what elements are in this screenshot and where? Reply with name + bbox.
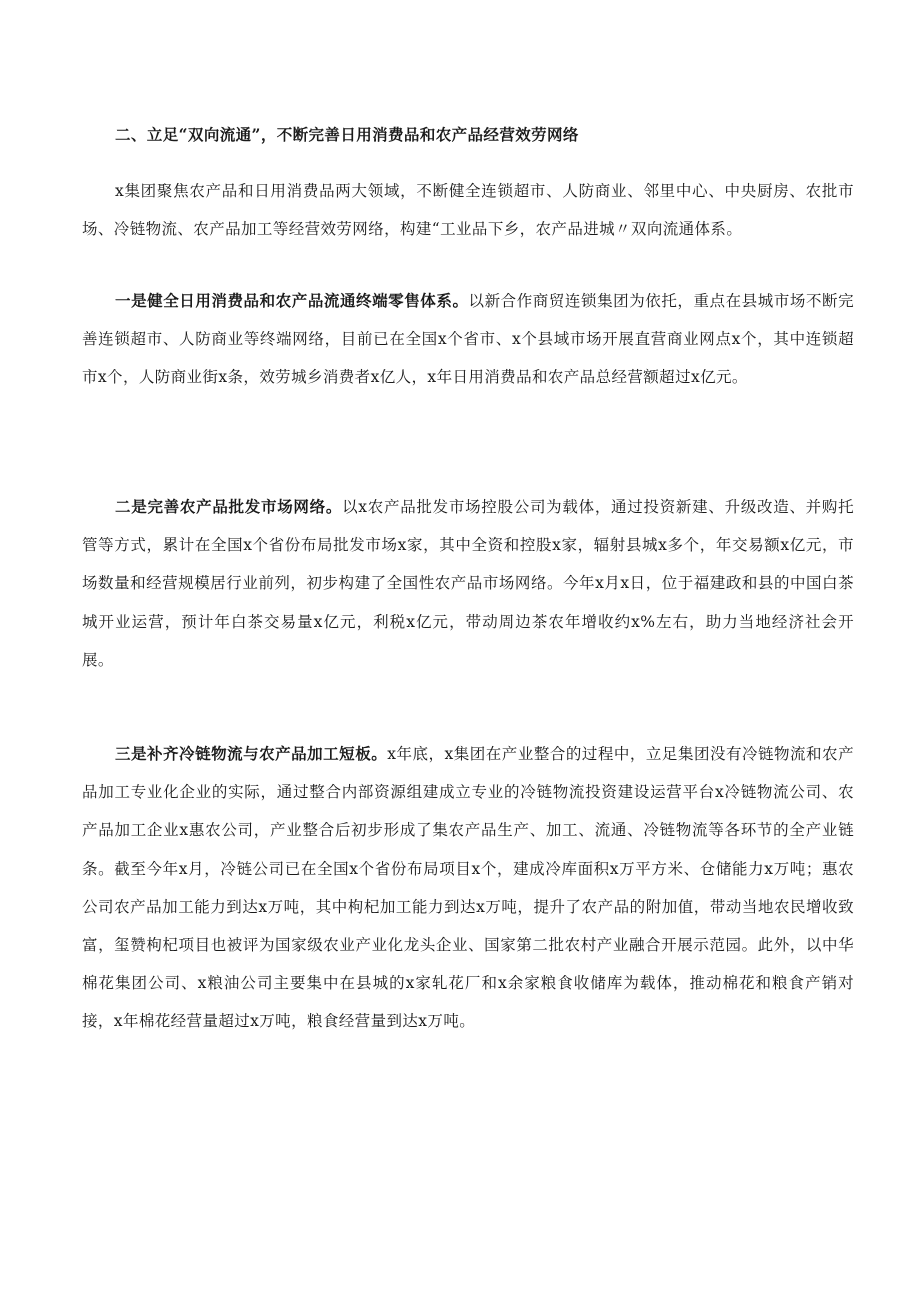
paragraph-cold-chain [82, 735, 854, 1041]
paragraph-lead: 二是完善农产品批发市场网络。 [115, 497, 343, 516]
intro-paragraph: x集团聚焦农产品和日用消费品两大领域，不断健全连锁超市、人防商业、邻里中心、中央厨房、农批市场、冷链物流、农产品加工等经营效劳网络，构建“工业品下乡，农产品进城〃双向流通体系。 [82, 182, 854, 239]
section-heading: 二、立足“双向流通”，不断完善日用消费品和农产品经营效劳网络 [115, 125, 579, 144]
paragraph-body: 以x农产品批发市场控股公司为载体，通过投资新建、升级改造、并购托管等方式，累计在全国x个省份布局批发市场x家，其中全资和控股x家，辐射县城x多个，年交易额x亿元，市场数量和经营规模居行业前列，初步构建了全国性农产品市场网络。今年x月x日，位于福建政和县的中国白茶城开业运营，预计年白茶交易量x亿元，利税x亿元，带动周边茶农年增收约x%左右，助力当地经济社会开展。 [82, 498, 855, 669]
paragraph-lead: 一是健全日用消费品和农产品流通终端零售体系。 [115, 291, 469, 310]
paragraph-lead: 三是补齐冷链物流与农产品加工短板。 [115, 744, 388, 763]
paragraph-retail-system [82, 282, 854, 397]
paragraph-wholesale-market [82, 488, 854, 679]
paragraph-body: 以新合作商贸连锁集团为依托，重点在县城市场不断完善连锁超市、人防商业等终端网络，目前已在全国x个省市、x个县域市场开展直营商业网点x个，其中连锁超市x个，人防商业街x条，效劳城乡消费者x亿人，x年日用消费品和农产品总经营额超过x亿元。 [82, 292, 854, 387]
paragraph-body: x年底，x集团在产业整合的过程中，立足集团没有冷链物流和农产品加工专业化企业的实际，通过整合内部资源组建成立专业的冷链物流投资建设运营平台x冷链物流公司、农产品加工企业x惠农公司，产业整合后初步形成了集农产品生产、加工、流通、冷链物流等各环节的全产业链条。截至今年x月，冷链公司已在全国x个省份布局项目x个，建成冷库面积x万平方米、仓储能力x万吨；惠农公司农产品加工能力到达x万吨，其中枸杞加工能力到达x万吨，提升了农产品的附加值，带动当地农民增收致富，玺赞枸杞项目也被评为国家级农业产业化龙头企业、国家第二批农村产业融合开展示范园。此外，以中华棉花集团公司、x粮油公司主要集中在县城的x家轧花厂和x余家粮食收储库为载体，推动棉花和粮食产销对接，x年棉花经营量超过x万吨，粮食经营量到达x万吨。 [82, 745, 854, 1031]
